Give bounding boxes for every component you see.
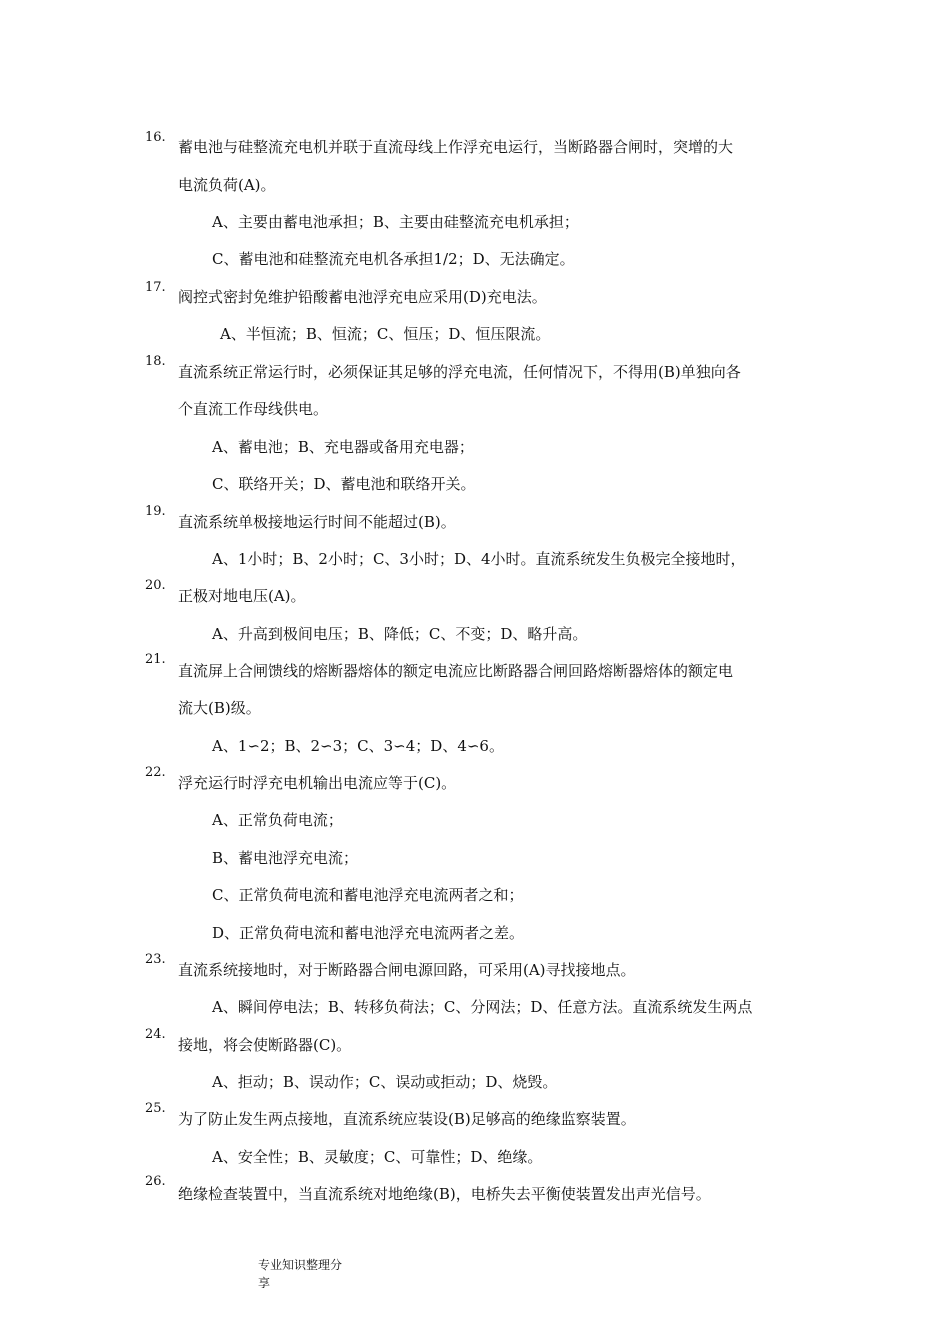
footer-line: 专业知识整理分 xyxy=(258,1258,343,1272)
question-text: 正极对地电压(A)。 xyxy=(178,587,306,605)
option-line: C、蓄电池和硅整流充电机各承担1/2；D、无法确定。 xyxy=(212,250,575,268)
option-line: A、1小时；B、2小时；C、3小时；D、4小时。直流系统发生负极完全接地时， xyxy=(212,550,746,568)
question-text: 个直流工作母线供电。 xyxy=(178,400,329,418)
question-text: 电流负荷(A)。 xyxy=(178,176,276,194)
option-line: A、蓄电池；B、充电器或备用充电器； xyxy=(212,438,474,456)
question-text: 直流屏上合闸馈线的熔断器熔体的额定电流应比断路器合闸回路熔断器熔体的额定电 xyxy=(178,662,734,680)
option-line: A、半恒流；B、恒流；C、恒压；D、恒压限流。 xyxy=(220,325,551,343)
question-number: 22. xyxy=(145,765,166,780)
option-line: A、主要由蓄电池承担；B、主要由硅整流充电机承担； xyxy=(212,213,579,231)
question-number: 18. xyxy=(145,354,166,369)
question-text: 直流系统接地时，对于断路器合闸电源回路，可采用(A)寻找接地点。 xyxy=(178,961,636,979)
question-number: 23. xyxy=(145,952,166,967)
question-number: 16. xyxy=(145,130,166,145)
question-text: 为了防止发生两点接地，直流系统应装设(B)足够高的绝缘监察装置。 xyxy=(178,1110,636,1128)
question-number: 17. xyxy=(145,280,166,295)
question-number: 20. xyxy=(145,578,166,593)
option-line: A、1∽2；B、2∽3；C、3∽4；D、4∽6。 xyxy=(212,737,504,755)
question-number: 26. xyxy=(145,1174,166,1189)
option-line: A、安全性；B、灵敏度；C、可靠性；D、绝缘。 xyxy=(212,1148,543,1166)
page-footer xyxy=(258,1256,368,1292)
question-text: 阀控式密封免维护铅酸蓄电池浮充电应采用(D)充电法。 xyxy=(178,288,547,306)
footer-line: 享 xyxy=(258,1276,271,1290)
question-number: 24. xyxy=(145,1027,166,1042)
question-text: 蓄电池与硅整流充电机并联于直流母线上作浮充电运行，当断路器合闸时，突增的大 xyxy=(178,138,734,156)
question-text: 流大(B)级。 xyxy=(178,699,261,717)
option-line: A、拒动；B、误动作；C、误动或拒动；D、烧毁。 xyxy=(212,1073,558,1091)
question-number: 19. xyxy=(145,504,166,519)
option-line: A、正常负荷电流； xyxy=(212,811,343,829)
question-number: 21. xyxy=(145,652,166,667)
option-line: A、瞬间停电法；B、转移负荷法；C、分网法；D、任意方法。直流系统发生两点 xyxy=(212,998,753,1016)
question-text: 浮充运行时浮充电机输出电流应等于(C)。 xyxy=(178,774,457,792)
question-text: 直流系统正常运行时，必须保证其足够的浮充电流，任何情况下，不得用(B)单独向各 xyxy=(178,363,741,381)
option-line: A、升高到极间电压；B、降低；C、不变；D、略升高。 xyxy=(212,625,588,643)
question-text: 绝缘检查装置中，当直流系统对地绝缘(B)，电桥失去平衡使装置发出声光信号。 xyxy=(178,1185,711,1203)
question-text: 直流系统单极接地运行时间不能超过(B)。 xyxy=(178,513,456,531)
option-line: C、联络开关；D、蓄电池和联络开关。 xyxy=(212,475,476,493)
option-line: C、正常负荷电流和蓄电池浮充电流两者之和； xyxy=(212,886,524,904)
question-text: 接地，将会使断路器(C)。 xyxy=(178,1036,352,1054)
question-number: 25. xyxy=(145,1101,166,1116)
option-line: B、蓄电池浮充电流； xyxy=(212,849,359,867)
option-line: D、正常负荷电流和蓄电池浮充电流两者之差。 xyxy=(212,924,525,942)
